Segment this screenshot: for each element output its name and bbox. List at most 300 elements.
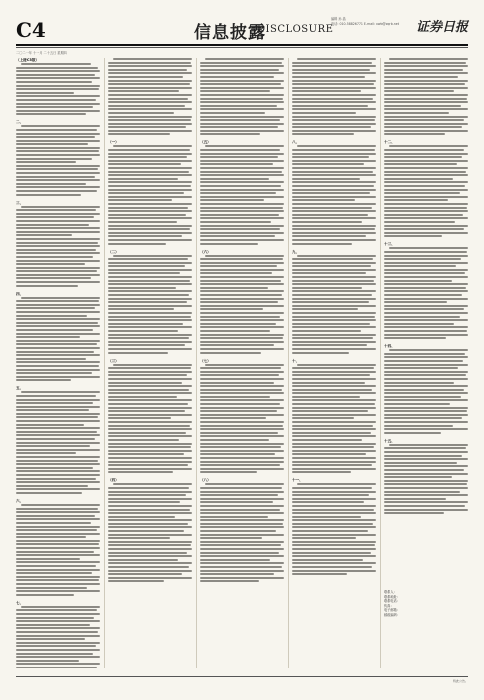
text-line xyxy=(292,283,376,285)
text-line xyxy=(292,69,370,71)
text-line xyxy=(16,329,93,331)
text-line xyxy=(297,483,376,485)
text-line xyxy=(200,566,282,568)
text-line xyxy=(200,83,281,85)
text-line xyxy=(16,536,86,538)
text-line xyxy=(292,534,376,536)
text-line xyxy=(384,399,468,401)
text-line xyxy=(108,153,192,155)
text-line xyxy=(108,280,190,282)
text-line xyxy=(292,301,369,303)
text-line xyxy=(292,83,374,85)
text-line xyxy=(108,526,192,528)
text-line xyxy=(200,494,278,496)
text-line xyxy=(108,392,192,394)
text-line xyxy=(16,300,99,302)
block-heading: 十四、 xyxy=(384,344,395,349)
text-line xyxy=(384,316,460,318)
text-line xyxy=(16,402,93,404)
text-line xyxy=(384,334,468,336)
block-heading: （四） xyxy=(108,478,119,483)
text-line xyxy=(108,178,178,180)
text-line xyxy=(16,106,93,108)
text-line xyxy=(292,374,370,376)
block-heading: 十三、 xyxy=(384,242,395,247)
text-line xyxy=(292,341,376,343)
text-line xyxy=(292,94,376,96)
text-line xyxy=(384,294,462,296)
text-line xyxy=(200,290,284,292)
text-line xyxy=(16,277,91,279)
text-line xyxy=(384,417,462,419)
text-line xyxy=(200,487,282,489)
text-line xyxy=(16,594,74,596)
block-heading: （六） xyxy=(200,249,211,254)
text-line xyxy=(108,378,192,380)
contact-phone: 联系电话： xyxy=(384,599,400,604)
text-line xyxy=(200,428,284,430)
text-line xyxy=(200,105,277,107)
text-line xyxy=(292,171,373,173)
text-line xyxy=(200,544,281,546)
text-line xyxy=(200,570,284,572)
text-line xyxy=(16,624,90,626)
text-line xyxy=(108,410,185,412)
text-line xyxy=(292,276,376,278)
text-line xyxy=(200,232,284,234)
text-line xyxy=(16,325,100,327)
text-line xyxy=(200,509,280,511)
text-line xyxy=(200,276,284,278)
text-line xyxy=(16,336,80,338)
text-line xyxy=(21,297,100,299)
text-line xyxy=(200,407,284,409)
text-line xyxy=(108,435,192,437)
text-line xyxy=(108,352,168,354)
text-line xyxy=(200,457,284,459)
text-line xyxy=(16,234,72,236)
text-line xyxy=(16,242,98,244)
text-line xyxy=(16,365,99,367)
text-line xyxy=(200,385,284,387)
text-line xyxy=(108,126,186,128)
text-line xyxy=(108,374,187,376)
text-line xyxy=(200,174,284,176)
block-heading: 二、 xyxy=(16,120,24,125)
text-line xyxy=(16,543,99,545)
paper-logo: 证券日报 xyxy=(415,20,468,35)
text-line xyxy=(205,255,284,257)
text-line xyxy=(292,153,376,155)
text-line xyxy=(108,156,187,158)
text-line xyxy=(113,145,192,147)
text-line xyxy=(200,171,282,173)
text-line xyxy=(384,185,465,187)
text-line xyxy=(16,529,97,531)
text-line xyxy=(292,323,370,325)
text-line xyxy=(292,450,376,452)
text-line xyxy=(384,378,468,380)
article-columns xyxy=(16,58,468,668)
text-line xyxy=(16,406,100,408)
text-line xyxy=(292,210,376,212)
text-line xyxy=(200,432,278,434)
text-line xyxy=(292,174,376,176)
text-line xyxy=(113,364,192,366)
article-block xyxy=(200,58,284,135)
text-line xyxy=(384,501,468,503)
block-heading: 十一、 xyxy=(292,478,303,483)
text-line xyxy=(384,87,468,89)
text-line xyxy=(16,488,100,490)
text-line xyxy=(292,512,376,514)
page-number: C4 xyxy=(16,18,46,42)
text-line xyxy=(16,467,93,469)
block-heading: 七、 xyxy=(16,600,24,605)
text-line xyxy=(384,483,467,485)
text-line xyxy=(384,112,449,114)
text-line xyxy=(16,438,95,440)
text-line xyxy=(292,221,362,223)
text-line xyxy=(205,483,284,485)
text-line xyxy=(384,228,464,230)
text-line xyxy=(384,330,467,332)
text-line xyxy=(16,165,100,167)
text-line xyxy=(200,505,284,507)
text-line xyxy=(292,407,376,409)
text-line xyxy=(108,133,170,135)
header-rule-thin xyxy=(16,47,468,48)
text-line xyxy=(200,537,262,539)
text-line xyxy=(16,315,87,317)
text-line xyxy=(384,455,462,457)
text-line xyxy=(200,163,273,165)
text-line xyxy=(108,337,189,339)
text-line xyxy=(16,176,95,178)
text-line xyxy=(384,462,457,464)
text-line xyxy=(108,69,187,71)
text-line xyxy=(108,298,192,300)
text-line xyxy=(292,181,376,183)
text-line xyxy=(16,590,100,592)
text-line xyxy=(108,90,179,92)
text-line xyxy=(16,376,100,378)
text-line xyxy=(292,269,376,271)
text-line xyxy=(384,272,465,274)
block-heading: （五） xyxy=(200,140,211,145)
text-line xyxy=(200,453,275,455)
text-line xyxy=(292,389,372,391)
article-block xyxy=(16,58,100,115)
text-line xyxy=(16,649,100,651)
text-line xyxy=(200,272,272,274)
text-line xyxy=(292,108,376,110)
text-line xyxy=(292,548,376,550)
text-line xyxy=(108,498,192,500)
text-line xyxy=(384,156,462,158)
text-line xyxy=(200,160,284,162)
text-line xyxy=(108,243,166,245)
text-line xyxy=(16,569,100,571)
text-line xyxy=(108,341,192,343)
text-line xyxy=(16,518,100,520)
text-line xyxy=(108,464,188,466)
text-line xyxy=(292,123,376,125)
text-line xyxy=(292,133,354,135)
text-line xyxy=(16,533,100,535)
section-title: 信息披露 xyxy=(194,23,266,43)
article-block xyxy=(200,359,284,474)
text-line xyxy=(16,511,100,513)
text-line xyxy=(384,312,468,314)
text-line xyxy=(113,255,192,257)
article-block xyxy=(108,58,192,135)
text-line xyxy=(384,432,441,434)
text-line xyxy=(200,235,275,237)
text-line xyxy=(292,519,376,521)
text-line xyxy=(200,548,284,550)
text-line xyxy=(292,501,364,503)
article-block xyxy=(16,386,100,494)
text-line xyxy=(16,609,97,611)
text-line xyxy=(108,221,177,223)
article-block xyxy=(200,140,284,244)
text-line xyxy=(292,428,376,430)
article-block xyxy=(384,242,468,339)
text-line xyxy=(108,225,192,227)
text-line xyxy=(384,225,468,227)
text-line xyxy=(16,213,100,215)
text-line xyxy=(16,561,100,563)
text-line xyxy=(292,298,376,300)
text-line xyxy=(108,181,192,183)
text-line xyxy=(108,272,180,274)
text-line xyxy=(292,344,367,346)
text-line xyxy=(384,337,446,339)
text-line xyxy=(108,276,192,278)
text-line xyxy=(292,410,368,412)
text-line xyxy=(384,428,468,430)
text-line xyxy=(16,238,100,240)
article-block xyxy=(16,499,100,596)
text-line xyxy=(108,457,192,459)
text-line xyxy=(200,450,284,452)
block-heading: （八） xyxy=(200,478,211,483)
text-line xyxy=(16,209,96,211)
masthead-meta xyxy=(331,17,411,27)
text-line xyxy=(16,183,86,185)
text-line xyxy=(292,308,358,310)
text-line xyxy=(108,87,192,89)
text-line xyxy=(200,334,284,336)
text-line xyxy=(16,333,100,335)
text-line xyxy=(16,416,98,418)
text-line xyxy=(292,80,376,82)
text-column xyxy=(16,58,100,668)
block-heading: 四、 xyxy=(16,291,24,296)
block-heading: 十五、 xyxy=(384,438,395,443)
text-line xyxy=(292,262,376,264)
text-line xyxy=(200,217,284,219)
text-line xyxy=(16,220,100,222)
text-line xyxy=(384,403,450,405)
text-line xyxy=(200,228,280,230)
text-line xyxy=(292,425,373,427)
text-line xyxy=(108,425,190,427)
text-line xyxy=(292,378,376,380)
text-line xyxy=(200,530,276,532)
text-line xyxy=(16,322,98,324)
text-line xyxy=(292,371,376,373)
text-line xyxy=(200,421,284,423)
text-line xyxy=(108,232,192,234)
text-line xyxy=(108,334,192,336)
block-heading: 六、 xyxy=(16,498,24,503)
text-line xyxy=(108,130,192,132)
text-line xyxy=(200,498,284,500)
article-block xyxy=(384,439,468,514)
text-line xyxy=(16,92,74,94)
text-line xyxy=(384,283,468,285)
text-line xyxy=(384,76,458,78)
text-line xyxy=(292,189,376,191)
text-line xyxy=(384,235,442,237)
text-line xyxy=(16,270,97,272)
text-line xyxy=(384,149,464,151)
text-line xyxy=(292,239,376,241)
text-line xyxy=(384,160,468,162)
text-line xyxy=(16,129,97,131)
text-line xyxy=(108,566,189,568)
block-heading: （一） xyxy=(108,140,119,145)
text-line xyxy=(108,62,191,64)
text-line xyxy=(292,199,355,201)
text-line xyxy=(200,130,284,132)
text-line xyxy=(16,311,100,313)
text-line xyxy=(384,425,453,427)
text-line xyxy=(16,361,100,363)
text-line xyxy=(292,98,373,100)
text-line xyxy=(16,452,76,454)
text-line xyxy=(108,269,192,271)
text-line xyxy=(16,492,82,494)
text-line xyxy=(200,265,277,267)
text-line xyxy=(16,133,100,135)
text-line xyxy=(292,446,374,448)
article-block xyxy=(200,478,284,582)
text-line xyxy=(108,214,186,216)
text-line xyxy=(292,443,376,445)
text-line xyxy=(108,501,180,503)
text-line xyxy=(292,471,351,473)
text-line xyxy=(200,298,284,300)
text-line xyxy=(384,276,468,278)
text-line xyxy=(16,110,100,112)
text-line xyxy=(384,181,468,183)
text-line xyxy=(108,491,192,493)
text-line xyxy=(292,530,368,532)
text-line xyxy=(292,119,375,121)
text-line xyxy=(292,523,373,525)
text-line xyxy=(292,552,371,554)
text-line xyxy=(200,72,284,74)
text-line xyxy=(16,249,96,251)
text-line xyxy=(200,392,284,394)
text-line xyxy=(108,265,185,267)
text-line xyxy=(292,461,376,463)
text-line xyxy=(16,150,99,152)
text-line xyxy=(16,143,88,145)
text-line xyxy=(292,214,368,216)
contact-fax: 传真： xyxy=(384,603,394,608)
text-line xyxy=(200,501,273,503)
text-line xyxy=(16,409,89,411)
text-line xyxy=(292,573,347,575)
text-line xyxy=(16,587,87,589)
text-line xyxy=(108,174,192,176)
text-line xyxy=(16,445,90,447)
text-line xyxy=(108,367,191,369)
block-heading: （七） xyxy=(200,358,211,363)
text-line xyxy=(384,167,468,169)
text-line xyxy=(108,65,192,67)
text-line xyxy=(108,308,174,310)
text-line xyxy=(384,280,452,282)
text-line xyxy=(200,239,284,241)
text-line xyxy=(384,101,468,103)
text-line xyxy=(384,80,468,82)
text-line xyxy=(200,326,284,328)
article-block xyxy=(16,120,100,195)
text-line xyxy=(108,534,192,536)
article-block xyxy=(384,344,468,434)
text-line xyxy=(108,580,164,582)
text-line xyxy=(200,446,281,448)
text-line xyxy=(21,206,100,208)
text-line xyxy=(16,522,91,524)
text-line xyxy=(16,281,100,283)
text-line xyxy=(384,414,468,416)
text-line xyxy=(384,458,468,460)
text-line xyxy=(292,555,376,557)
block-heading: 三、 xyxy=(16,200,24,205)
text-line xyxy=(200,126,278,128)
text-line xyxy=(200,403,280,405)
text-line xyxy=(16,318,100,320)
text-line xyxy=(384,465,468,467)
text-line xyxy=(205,364,284,366)
text-line xyxy=(108,258,188,260)
text-line xyxy=(108,316,191,318)
text-line xyxy=(108,210,192,212)
text-line xyxy=(108,471,173,473)
text-line xyxy=(200,410,277,412)
text-line xyxy=(292,116,376,118)
text-line xyxy=(292,537,356,539)
text-line xyxy=(200,153,284,155)
issue-date: 二〇二一年 十一月 二十五日 星期四 xyxy=(16,51,67,55)
text-line xyxy=(21,125,100,127)
text-line xyxy=(292,417,354,419)
text-line xyxy=(108,577,192,579)
text-line xyxy=(384,123,468,125)
text-line xyxy=(16,485,88,487)
text-line xyxy=(108,512,192,514)
text-line xyxy=(16,231,100,233)
text-line xyxy=(297,58,376,60)
text-line xyxy=(384,192,460,194)
text-line xyxy=(200,87,284,89)
